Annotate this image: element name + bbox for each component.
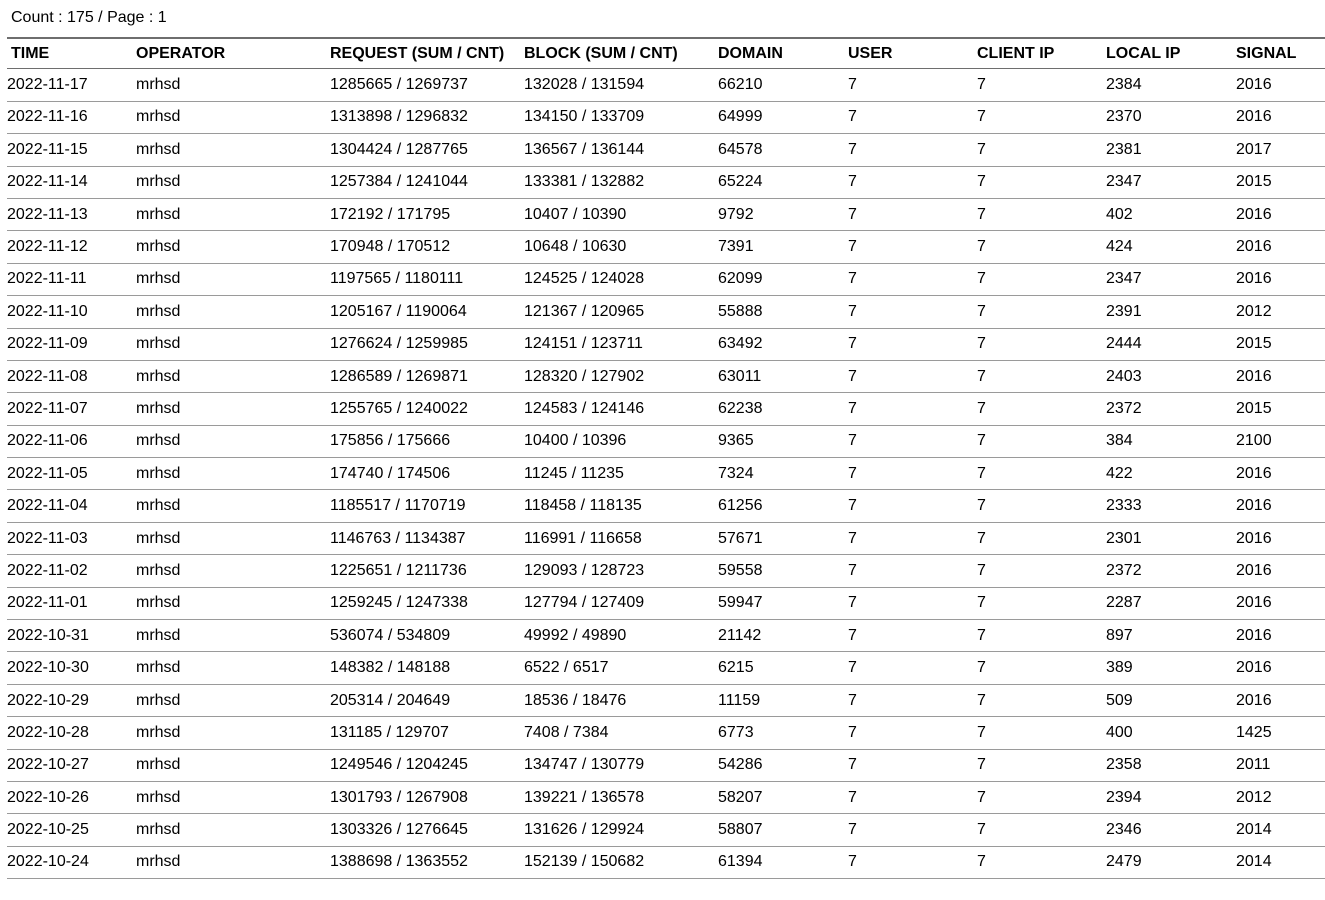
signal-cell: 2014 (1236, 853, 1272, 871)
request-cell: 1257384 / 1241044 (330, 173, 468, 191)
table-row[interactable] (7, 652, 1325, 684)
domain-cell: 63011 (718, 367, 762, 385)
time-cell: 2022-10-28 (7, 723, 89, 741)
block-cell: 129093 / 128723 (524, 561, 645, 579)
request-cell: 1301793 / 1267908 (330, 788, 468, 806)
domain-cell: 57671 (718, 529, 763, 547)
table-row[interactable] (7, 264, 1325, 296)
request-cell: 174740 / 174506 (330, 464, 451, 482)
local-ip-cell: 2384 (1106, 76, 1142, 94)
request-cell: 1197565 / 1180111 (330, 270, 464, 288)
domain-cell: 63492 (718, 335, 763, 353)
table-body (7, 69, 1325, 879)
operator-cell: mrhsd (136, 238, 181, 256)
local-ip-cell: 2347 (1106, 270, 1142, 288)
column-header-signal[interactable]: SIGNAL (1236, 44, 1297, 62)
table-row[interactable] (7, 782, 1325, 814)
client-ip-cell: 7 (977, 173, 986, 191)
block-cell: 49992 / 49890 (524, 626, 627, 644)
table-row[interactable] (7, 102, 1325, 134)
operator-cell: mrhsd (136, 399, 181, 417)
client-ip-cell: 7 (977, 723, 986, 741)
signal-cell: 2015 (1236, 399, 1272, 417)
signal-cell: 2016 (1236, 626, 1272, 644)
client-ip-cell: 7 (977, 270, 986, 288)
local-ip-cell: 2346 (1106, 821, 1142, 839)
column-header-domain[interactable]: DOMAIN (718, 44, 783, 62)
operator-cell: mrhsd (136, 108, 181, 126)
time-cell: 2022-10-25 (7, 821, 89, 839)
time-cell: 2022-11-11 (7, 270, 87, 288)
domain-cell: 21142 (718, 626, 762, 644)
request-cell: 172192 / 171795 (330, 205, 451, 223)
request-cell: 1259245 / 1247338 (330, 594, 468, 612)
block-cell: 134747 / 130779 (524, 756, 645, 774)
request-cell: 1313898 / 1296832 (330, 108, 468, 126)
column-header-request[interactable]: REQUEST (SUM / CNT) (330, 44, 505, 62)
time-cell: 2022-11-15 (7, 140, 88, 158)
user-cell: 7 (848, 464, 857, 482)
request-cell: 1304424 / 1287765 (330, 140, 468, 158)
client-ip-cell: 7 (977, 659, 986, 677)
domain-cell: 64578 (718, 140, 763, 158)
signal-cell: 2016 (1236, 270, 1272, 288)
operator-cell: mrhsd (136, 497, 181, 515)
block-cell: 6522 / 6517 (524, 659, 609, 677)
client-ip-cell: 7 (977, 561, 986, 579)
block-cell: 124525 / 124028 (524, 270, 645, 288)
block-cell: 131626 / 129924 (524, 821, 645, 839)
time-cell: 2022-11-05 (7, 464, 88, 482)
table-row[interactable] (7, 814, 1325, 846)
time-cell: 2022-11-08 (7, 367, 88, 385)
local-ip-cell: 2333 (1106, 497, 1142, 515)
request-cell: 1255765 / 1240022 (330, 399, 468, 417)
block-cell: 124151 / 123711 (524, 335, 643, 353)
table-row[interactable] (7, 329, 1325, 361)
domain-cell: 6773 (718, 723, 754, 741)
user-cell: 7 (848, 399, 857, 417)
signal-cell: 2016 (1236, 76, 1272, 94)
operator-cell: mrhsd (136, 821, 181, 839)
user-cell: 7 (848, 335, 857, 353)
block-cell: 152139 / 150682 (524, 853, 645, 871)
signal-cell: 2016 (1236, 108, 1272, 126)
table-row[interactable] (7, 847, 1325, 879)
signal-cell: 2016 (1236, 497, 1272, 515)
client-ip-cell: 7 (977, 108, 986, 126)
user-cell: 7 (848, 788, 857, 806)
client-ip-cell: 7 (977, 205, 986, 223)
client-ip-cell: 7 (977, 399, 986, 417)
local-ip-cell: 2444 (1106, 335, 1142, 353)
operator-cell: mrhsd (136, 561, 181, 579)
operator-cell: mrhsd (136, 594, 181, 612)
time-cell: 2022-11-03 (7, 529, 88, 547)
time-cell: 2022-11-10 (7, 302, 88, 320)
signal-cell: 2016 (1236, 659, 1272, 677)
operator-cell: mrhsd (136, 723, 181, 741)
time-cell: 2022-10-30 (7, 659, 89, 677)
local-ip-cell: 2358 (1106, 756, 1142, 774)
user-cell: 7 (848, 367, 857, 385)
user-cell: 7 (848, 173, 857, 191)
client-ip-cell: 7 (977, 76, 986, 94)
table-row[interactable] (7, 490, 1325, 522)
domain-cell: 66210 (718, 76, 763, 94)
signal-cell: 2016 (1236, 238, 1272, 256)
domain-cell: 9792 (718, 205, 754, 223)
block-cell: 18536 / 18476 (524, 691, 627, 709)
request-cell: 1205167 / 1190064 (330, 302, 467, 320)
operator-cell: mrhsd (136, 626, 181, 644)
local-ip-cell: 2287 (1106, 594, 1142, 612)
block-cell: 11245 / 11235 (524, 464, 624, 482)
client-ip-cell: 7 (977, 464, 986, 482)
operator-cell: mrhsd (136, 691, 181, 709)
domain-cell: 7324 (718, 464, 754, 482)
time-cell: 2022-11-07 (7, 399, 88, 417)
domain-cell: 65224 (718, 173, 763, 191)
local-ip-cell: 2372 (1106, 399, 1142, 417)
column-header-operator[interactable]: OPERATOR (136, 44, 226, 62)
domain-cell: 58807 (718, 821, 763, 839)
client-ip-cell: 7 (977, 821, 986, 839)
local-ip-cell: 400 (1106, 723, 1133, 741)
signal-cell: 2016 (1236, 561, 1272, 579)
user-cell: 7 (848, 432, 857, 450)
time-cell: 2022-11-06 (7, 432, 88, 450)
local-ip-cell: 2370 (1106, 108, 1142, 126)
client-ip-cell: 7 (977, 335, 986, 353)
local-ip-cell: 424 (1106, 238, 1133, 256)
signal-cell: 2016 (1236, 464, 1272, 482)
client-ip-cell: 7 (977, 140, 986, 158)
local-ip-cell: 2347 (1106, 173, 1142, 191)
time-cell: 2022-10-31 (7, 626, 89, 644)
block-cell: 136567 / 136144 (524, 140, 645, 158)
table-row[interactable] (7, 458, 1325, 490)
domain-cell: 61394 (718, 853, 763, 871)
signal-cell: 2015 (1236, 173, 1272, 191)
request-cell: 170948 / 170512 (330, 238, 451, 256)
column-header-local-ip[interactable]: LOCAL IP (1106, 44, 1181, 62)
user-cell: 7 (848, 756, 857, 774)
stats-table (7, 37, 1325, 879)
signal-cell: 2012 (1236, 302, 1272, 320)
table-row[interactable] (7, 393, 1325, 425)
table-row[interactable] (7, 717, 1325, 749)
user-cell: 7 (848, 238, 857, 256)
signal-cell: 2016 (1236, 205, 1272, 223)
user-cell: 7 (848, 108, 857, 126)
domain-cell: 9365 (718, 432, 754, 450)
user-cell: 7 (848, 302, 857, 320)
table-row[interactable] (7, 296, 1325, 328)
client-ip-cell: 7 (977, 853, 986, 871)
local-ip-cell: 897 (1106, 626, 1133, 644)
time-cell: 2022-10-24 (7, 853, 89, 871)
signal-cell: 2014 (1236, 821, 1272, 839)
operator-cell: mrhsd (136, 464, 181, 482)
operator-cell: mrhsd (136, 173, 181, 191)
table-row[interactable] (7, 750, 1325, 782)
signal-cell: 1425 (1236, 723, 1272, 741)
table-row[interactable] (7, 69, 1325, 101)
time-cell: 2022-11-13 (7, 205, 88, 223)
client-ip-cell: 7 (977, 497, 986, 515)
operator-cell: mrhsd (136, 302, 181, 320)
user-cell: 7 (848, 205, 857, 223)
domain-cell: 64999 (718, 108, 763, 126)
time-cell: 2022-10-29 (7, 691, 89, 709)
local-ip-cell: 2372 (1106, 561, 1142, 579)
domain-cell: 58207 (718, 788, 763, 806)
table-row[interactable] (7, 620, 1325, 652)
column-header-block[interactable]: BLOCK (SUM / CNT) (524, 44, 678, 62)
time-cell: 2022-11-04 (7, 497, 88, 515)
request-cell: 1388698 / 1363552 (330, 853, 468, 871)
signal-cell: 2016 (1236, 691, 1272, 709)
table-row[interactable] (7, 588, 1325, 620)
time-cell: 2022-11-09 (7, 335, 88, 353)
operator-cell: mrhsd (136, 140, 181, 158)
request-cell: 205314 / 204649 (330, 691, 451, 709)
time-cell: 2022-10-26 (7, 788, 89, 806)
user-cell: 7 (848, 594, 857, 612)
signal-cell: 2016 (1236, 367, 1272, 385)
block-cell: 121367 / 120965 (524, 302, 645, 320)
column-header-time[interactable]: TIME (11, 44, 50, 62)
local-ip-cell: 509 (1106, 691, 1133, 709)
client-ip-cell: 7 (977, 691, 986, 709)
request-cell: 148382 / 148188 (330, 659, 451, 677)
time-cell: 2022-11-17 (7, 76, 88, 94)
operator-cell: mrhsd (136, 270, 181, 288)
local-ip-cell: 384 (1106, 432, 1133, 450)
domain-cell: 59947 (718, 594, 763, 612)
client-ip-cell: 7 (977, 529, 986, 547)
request-cell: 1185517 / 1170719 (330, 497, 466, 515)
client-ip-cell: 7 (977, 432, 986, 450)
record-count-label: Count : 175 / Page : 1 (11, 9, 167, 26)
user-cell: 7 (848, 497, 857, 515)
block-cell: 10407 / 10390 (524, 205, 627, 223)
block-cell: 133381 / 132882 (524, 173, 645, 191)
domain-cell: 55888 (718, 302, 763, 320)
block-cell: 118458 / 118135 (524, 497, 642, 515)
operator-cell: mrhsd (136, 659, 181, 677)
operator-cell: mrhsd (136, 788, 181, 806)
user-cell: 7 (848, 821, 857, 839)
domain-cell: 6215 (718, 659, 754, 677)
signal-cell: 2011 (1236, 756, 1271, 774)
table-row[interactable] (7, 134, 1325, 166)
local-ip-cell: 2403 (1106, 367, 1142, 385)
user-cell: 7 (848, 626, 857, 644)
time-cell: 2022-11-14 (7, 173, 88, 191)
domain-cell: 61256 (718, 497, 763, 515)
domain-cell: 54286 (718, 756, 763, 774)
operator-cell: mrhsd (136, 853, 181, 871)
table-row[interactable] (7, 361, 1325, 393)
request-cell: 536074 / 534809 (330, 626, 451, 644)
client-ip-cell: 7 (977, 756, 986, 774)
request-cell: 1249546 / 1204245 (330, 756, 468, 774)
time-cell: 2022-10-27 (7, 756, 89, 774)
signal-cell: 2100 (1236, 432, 1272, 450)
local-ip-cell: 2394 (1106, 788, 1142, 806)
request-cell: 1303326 / 1276645 (330, 821, 468, 839)
local-ip-cell: 389 (1106, 659, 1133, 677)
operator-cell: mrhsd (136, 335, 181, 353)
block-cell: 128320 / 127902 (524, 367, 645, 385)
user-cell: 7 (848, 270, 857, 288)
client-ip-cell: 7 (977, 788, 986, 806)
table-row[interactable] (7, 167, 1325, 199)
table-row[interactable] (7, 523, 1325, 555)
request-cell: 1286589 / 1269871 (330, 367, 468, 385)
client-ip-cell: 7 (977, 302, 986, 320)
request-cell: 175856 / 175666 (330, 432, 451, 450)
block-cell: 7408 / 7384 (524, 723, 609, 741)
time-cell: 2022-11-12 (7, 238, 88, 256)
user-cell: 7 (848, 853, 857, 871)
client-ip-cell: 7 (977, 594, 986, 612)
signal-cell: 2016 (1236, 594, 1272, 612)
operator-cell: mrhsd (136, 756, 181, 774)
local-ip-cell: 2391 (1106, 302, 1142, 320)
block-cell: 132028 / 131594 (524, 76, 645, 94)
domain-cell: 11159 (718, 691, 761, 709)
user-cell: 7 (848, 76, 857, 94)
local-ip-cell: 2301 (1106, 529, 1142, 547)
signal-cell: 2015 (1236, 335, 1272, 353)
block-cell: 124583 / 124146 (524, 399, 645, 417)
block-cell: 139221 / 136578 (524, 788, 645, 806)
request-cell: 131185 / 129707 (330, 723, 449, 741)
user-cell: 7 (848, 691, 857, 709)
local-ip-cell: 422 (1106, 464, 1133, 482)
client-ip-cell: 7 (977, 367, 986, 385)
table-row[interactable] (7, 555, 1325, 587)
table-row[interactable] (7, 199, 1325, 231)
operator-cell: mrhsd (136, 529, 181, 547)
local-ip-cell: 2479 (1106, 853, 1142, 871)
domain-cell: 59558 (718, 561, 763, 579)
table-header-row (7, 37, 1325, 69)
user-cell: 7 (848, 561, 857, 579)
signal-cell: 2012 (1236, 788, 1272, 806)
user-cell: 7 (848, 140, 857, 158)
client-ip-cell: 7 (977, 626, 986, 644)
signal-cell: 2016 (1236, 529, 1272, 547)
local-ip-cell: 402 (1106, 205, 1133, 223)
column-header-user[interactable]: USER (848, 44, 893, 62)
request-cell: 1276624 / 1259985 (330, 335, 468, 353)
operator-cell: mrhsd (136, 76, 181, 94)
local-ip-cell: 2381 (1106, 140, 1142, 158)
time-cell: 2022-11-16 (7, 108, 88, 126)
domain-cell: 62099 (718, 270, 763, 288)
request-cell: 1285665 / 1269737 (330, 76, 468, 94)
table-row[interactable] (7, 426, 1325, 458)
block-cell: 10400 / 10396 (524, 432, 627, 450)
operator-cell: mrhsd (136, 432, 181, 450)
block-cell: 127794 / 127409 (524, 594, 645, 612)
time-cell: 2022-11-01 (7, 594, 88, 612)
domain-cell: 7391 (718, 238, 754, 256)
block-cell: 116991 / 116658 (524, 529, 642, 547)
request-cell: 1146763 / 1134387 (330, 529, 466, 547)
signal-cell: 2017 (1236, 140, 1272, 158)
time-cell: 2022-11-02 (7, 561, 88, 579)
block-cell: 134150 / 133709 (524, 108, 645, 126)
column-header-client-ip[interactable]: CLIENT IP (977, 44, 1055, 62)
user-cell: 7 (848, 659, 857, 677)
operator-cell: mrhsd (136, 205, 181, 223)
table-row[interactable] (7, 685, 1325, 717)
operator-cell: mrhsd (136, 367, 181, 385)
domain-cell: 62238 (718, 399, 763, 417)
block-cell: 10648 / 10630 (524, 238, 627, 256)
client-ip-cell: 7 (977, 238, 986, 256)
table-row[interactable] (7, 231, 1325, 263)
request-cell: 1225651 / 1211736 (330, 561, 467, 579)
user-cell: 7 (848, 723, 857, 741)
user-cell: 7 (848, 529, 857, 547)
